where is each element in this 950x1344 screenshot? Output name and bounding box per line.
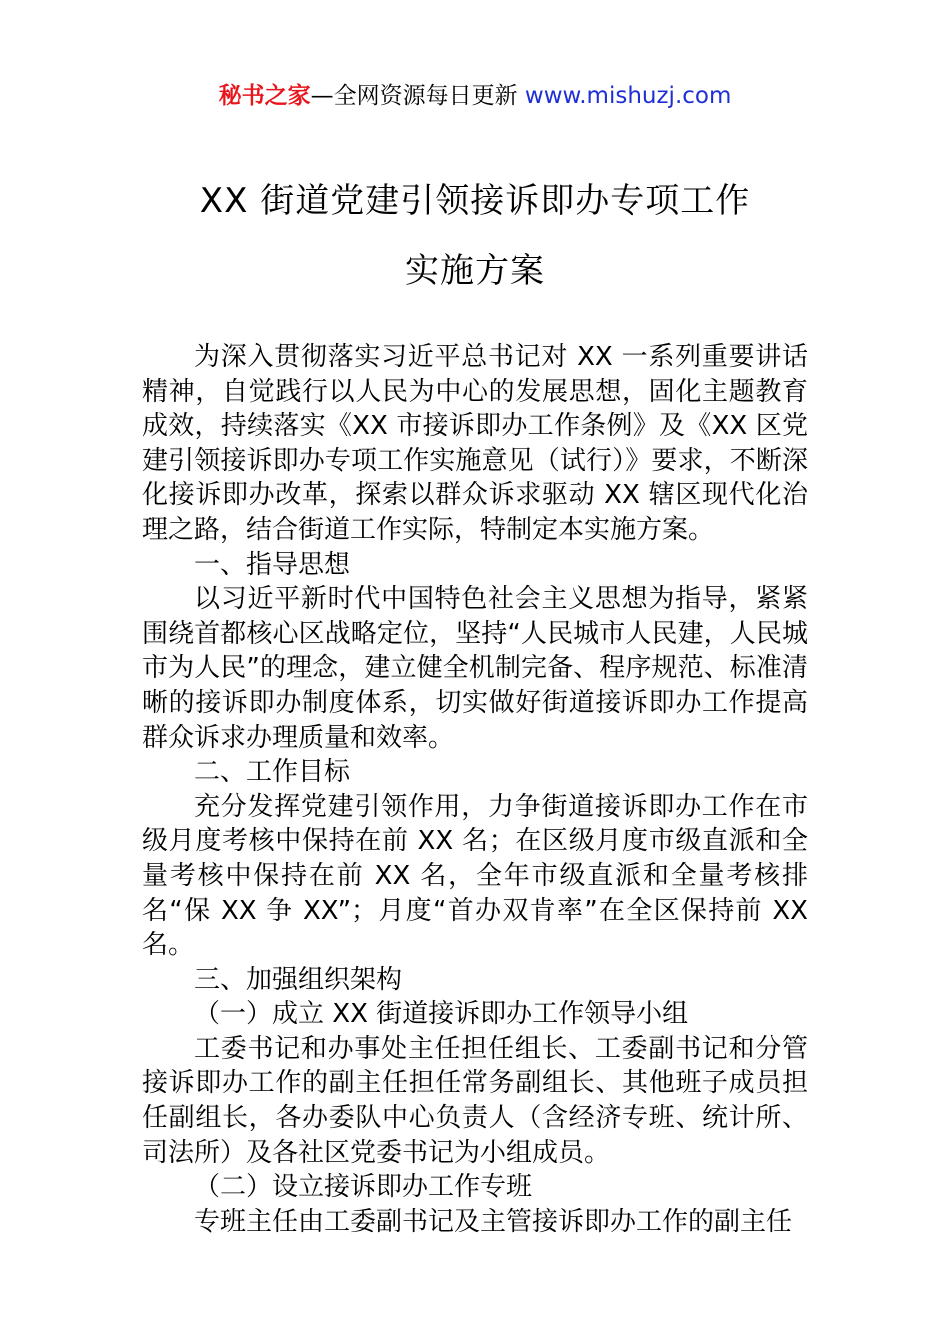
section-heading-organization: 三、加强组织架构 [194,964,403,995]
site-url-link[interactable]: www.mishuzj.com [524,83,732,109]
section-heading-guiding-thought: 一、指导思想 [194,549,351,580]
document-title-line2: 实施方案 [405,251,545,291]
document-body [142,340,808,1239]
document-title-line1: XX 街道党建引领接诉即办专项工作 [199,181,751,221]
work-goals-paragraph: 充分发挥党建引领作用，力争街道接诉即办工作在市级月度考核中保持在前 XX 名；在区级月度市级直派和全量考核中保持在前 XX 名，全年市级直派和全量考核排名“保 XX 争 XX”；月度“首办双肯率”在全区保持前 XX 名。 [142,791,808,961]
site-brand: 秘书之家 [218,83,311,109]
subsection-heading-leading-group: （一）成立 XX 街道接诉即办工作领导小组 [194,999,689,1030]
subsection-heading-task-force: （二）设立接诉即办工作专班 [194,1172,533,1203]
leading-group-paragraph: 工委书记和办事处主任担任组长、工委副书记和分管接诉即办工作的副主任担任常务副组长、其他班子成员担任副组长，各办委队中心负责人（含经济专班、统计所、司法所）及各社区党委书记为小组成员。 [142,1033,808,1168]
guiding-thought-paragraph: 以习近平新时代中国特色社会主义思想为指导，紧紧围绕首都核心区战略定位，坚持“人民城市人民建，人民城市为人民”的理念，建立健全机制完备、程序规范、标准清晰的接诉即办制度体系，切实做好街道接诉即办工作提高群众诉求办理质量和效率。 [142,584,808,753]
task-force-paragraph: 专班主任由工委副书记及主管接诉即办工作的副主任 [194,1206,793,1237]
intro-paragraph: 为深入贯彻落实习近平总书记对 XX 一系列重要讲话精神，自觉践行以人民为中心的发展思想，固化主题教育成效，持续落实《XX 市接诉即办工作条例》及《XX 区党建引领接诉即办专项工作实施意见（试行）》要求，不断深化接诉即办改革，探索以群众诉求驱动 XX 辖区现代化治理之路，结合街道工作实际，特制定本实施方案。 [142,342,808,545]
section-heading-work-goals: 二、工作目标 [194,757,351,788]
site-header [0,80,950,112]
site-tagline: —全网资源每日更新 [310,83,525,109]
